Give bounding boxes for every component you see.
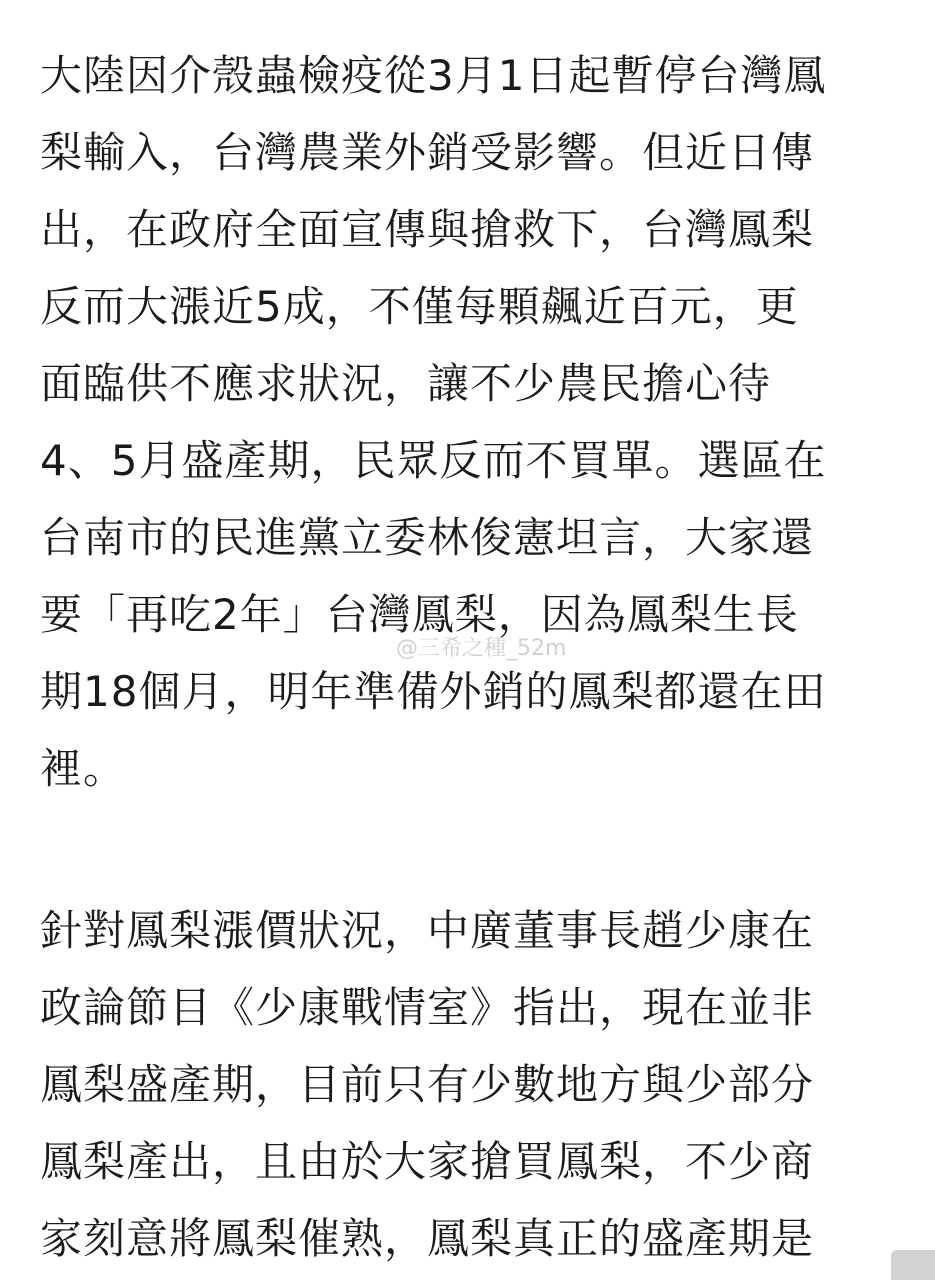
scroll-handle[interactable] <box>891 1250 935 1280</box>
text-line: 台南市的民進黨立委林俊憲坦言，大家還 <box>40 513 815 562</box>
text-line: 鳳梨產出，且由於大家搶買鳳梨，不少商 <box>40 1137 815 1186</box>
text-line: 鳳梨盛產期，目前只有少數地方與少部分 <box>40 1060 815 1109</box>
text-line: 要「再吃2年」台灣鳳梨，因為鳳梨生長 <box>40 590 799 639</box>
text-line: 面臨供不應求狀況，讓不少農民擔心待 <box>40 359 772 408</box>
text-line: 反而大漲近5成，不僅每顆飆近百元，更 <box>40 282 799 331</box>
text-line: 政論節目《少康戰情室》指出，現在並非 <box>40 983 815 1032</box>
text-line: 出，在政府全面宣傳與搶救下，台灣鳳梨 <box>40 205 815 254</box>
text-line: 針對鳳梨漲價狀況，中廣董事長趙少康在 <box>40 906 815 955</box>
paragraph-1 <box>40 37 895 807</box>
text-line: 梨輸入，台灣農業外銷受影響。但近日傳 <box>40 128 815 177</box>
text-line: 大陸因介殼蟲檢疫從3月1日起暫停台灣鳳 <box>40 51 827 100</box>
watermark: @三希之種_52m <box>396 636 567 661</box>
text-line: 家刻意將鳳梨催熟，鳳梨真正的盛產期是 <box>40 1214 815 1263</box>
paragraph-2 <box>40 892 895 1277</box>
text-line: 期18個月，明年準備外銷的鳳梨都還在田 <box>40 667 827 716</box>
text-line: 裡。 <box>40 744 127 793</box>
text-line: 4、5月盛產期，民眾反而不買單。選區在 <box>40 436 827 485</box>
